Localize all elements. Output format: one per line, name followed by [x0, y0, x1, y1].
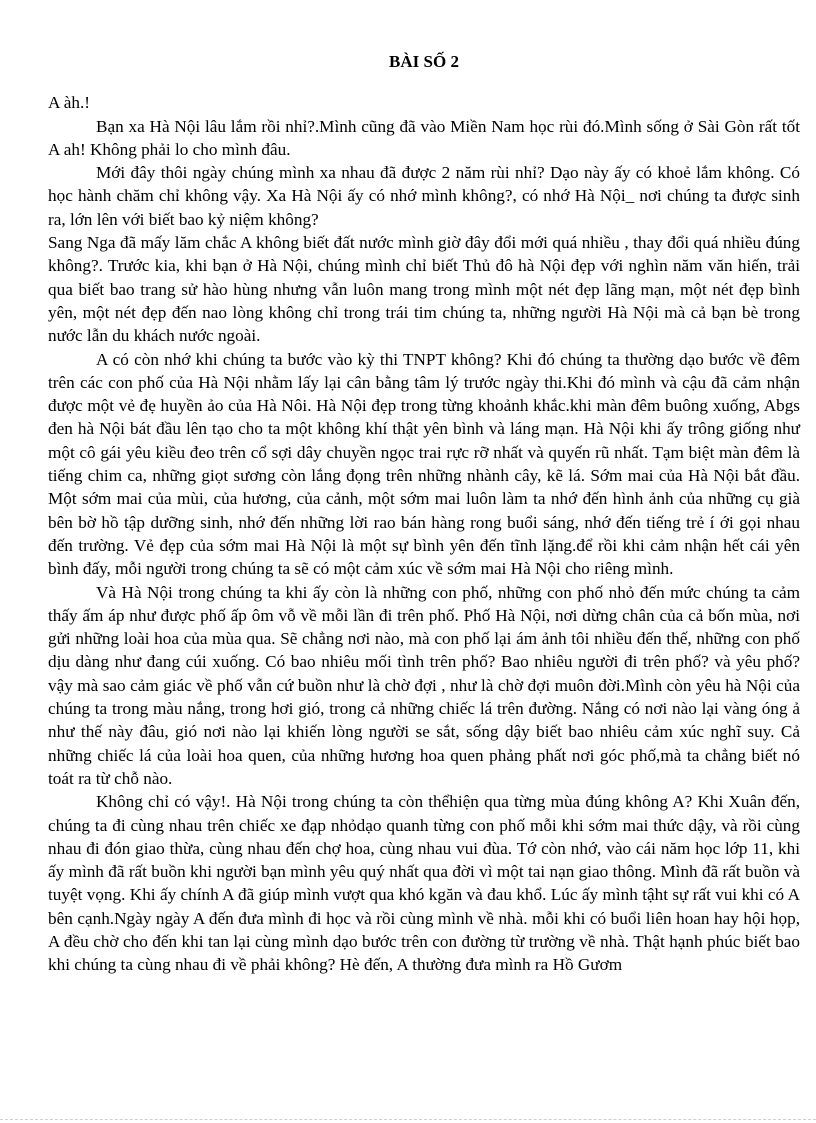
paragraph-4: A có còn nhớ khi chúng ta bước vào kỳ thi TNPT không? Khi đó chúng ta thường dạo bước về đêm trên các con phố của Hà Nội nhằm lấy lại cân bằng tâm lý trước ngày thi.Khi đó mình và cậu đã cảm nhận được một vẻ đẹ huyền ảo của Hà Nôi. Hà Nội đẹp trong từng khoảnh khắc.khi màn đêm buông xuống, Abgs đen hà Nội bát đầu lên tạo cho ta một không khí thật yên bình và láng mạn. Hà Nội khi ấy trông giống như một cô gái yêu kiều đeo trên cổ sợi dây chuyền ngọc trai rực rỡ nhất và quyến rũ nhất. Tạm biệt màn đêm là tiếng chim ca, những giọt sương còn lắng đọng trên những nhành cây, kẽ lá. Sớm mai của Hà Nội bắt đầu. Một sớm mai của mùi, của hương, của cảnh, một sớm mai luôn làm ta nhớ đến hình ảnh của những cụ già bên bờ hồ tập dưỡng sinh, nhớ đến những lời rao bán hàng rong buổi sáng, nhớ đến tiếng trẻ í ới gọi nhau đến trường. Vẻ đẹp của sớm mai Hà Nội là một sự bình yên đến tĩnh lặng.để rồi khi cảm nhận hết cái yên bình đấy, mỗi người trong chúng ta sẽ có một cảm xúc về sớm mai Hà Nội cho riêng mình.	[48, 349, 800, 579]
paragraph-2: Mới đây thôi ngày chúng mình xa nhau đã được 2 năm rùi nhỉ? Dạo này ấy có khoẻ lắm không. Có học hành chăm chỉ không vậy. Xa Hà Nội ấy có nhớ mình không?, có nhớ Hà Nội_ nơi chúng ta được sinh ra, lớn lên với biết bao kỷ niệm không?	[48, 163, 800, 229]
paragraph-1: Bạn xa Hà Nội lâu lắm rồi nhỉ?.Mình cũng đã vào Miền Nam học rùi đó.Mình sống ở Sài Gòn rất tốt A ah! Không phải lo cho mình đâu.	[48, 116, 800, 159]
paragraph-5: Và Hà Nội trong chúng ta khi ấy còn là những con phố, những con phố nhỏ đến mức chúng ta cảm thấy ấm áp như được phố ấp ôm vỗ về mỗi lần đi trên phố. Phố Hà Nội, nơi dừng chân của cả bốn mùa, nơi gửi những loài hoa của mùa qua. Sẽ chẳng nơi nào, mà con phố lại ám ảnh tôi nhiều đến thế, những con phố dịu dàng như đang cúi xuống. Có bao nhiêu mối tình trên phố? Bao nhiêu người đi trên phố? và yêu phố? vậy mà sao cảm giác về phố vẫn cứ buồn như là chờ đợi , như là chờ đợi muôn đời.Mình còn yêu hà Nội của chúng ta trong màu nắng, trong hơi gió, trong cả những chiếc lá trên đường. Nắng có nơi nào lại vàng óng ả như thế này đâu, gió nơi nào lại khiến lòng người se sắt, sống dậy biết bao nhiêu cảm xúc nghĩ suy. Cả những chiếc lá của loài hoa quen, của những hương hoa quen phảng phất nơi góc phố,mà ta chẳng biết nó toát ra từ chỗ nào.	[48, 582, 800, 788]
paragraph-3: Sang Nga đã mấy lăm chắc A không biết đất nước mình giờ đây đổi mới quá nhiều , thay đổi quá nhiều đúng không?. Trước kia, khi bạn ở Hà Nội, chúng mình chỉ biết Thủ đô hà Nội đẹp với nghìn năm văn hiến, trải qua biết bao trang sử hào hùng nhưng vẫn luôn mang trong mình một nét đẹp lãng mạn, một nét đẹp bình yên, một nét đẹp đến nao lòng không chỉ trong trái tim chúng ta, những người Hà Nội mà cả bạn bè trong nước lẫn du khách nước ngoài.	[48, 233, 800, 346]
page-bottom-divider	[0, 1119, 816, 1120]
document-title: BÀI SỐ 2	[389, 52, 459, 71]
document-page	[48, 50, 800, 977]
paragraph-6: Không chỉ có vậy!. Hà Nội trong chúng ta còn thểhiện qua từng mùa đúng không A? Khi Xuân đến, chúng ta đi cùng nhau trên chiếc xe đạp nhỏdạo quanh từng con phố mỗi khi sớm mai thức dậy, và rồi cùng nhau đi đón giao thừa, cùng nhau đến chợ hoa, cùng nhau vui đùa. Tớ còn nhớ, vào cái năm học lớp 11, khi ấy mình đã rất buồn khi người bạn mình yêu quý nhất qua đời vì một tai nạn giao thông. Mình đã rất buồn và tuyệt vọng. Khi ấy chính A đã giúp mình vượt qua khó kgăn và đau khổ. Lúc ấy mình tậht sự rất vui khi có A bên cạnh.Ngày ngày A đến đưa mình đi học và rồi cùng mình về nhà. mỗi khi có buổi liên hoan hay hội họp, A đều chờ cho đến khi tan lại cùng mình dạo bước trên con đường từ trường về nhà. Thật hạnh phúc biết bao khi chúng ta cùng nhau đi về phải không? Hè đến, A thường đưa mình ra Hồ Gươm	[48, 792, 800, 975]
greeting: A àh.!	[48, 93, 91, 113]
